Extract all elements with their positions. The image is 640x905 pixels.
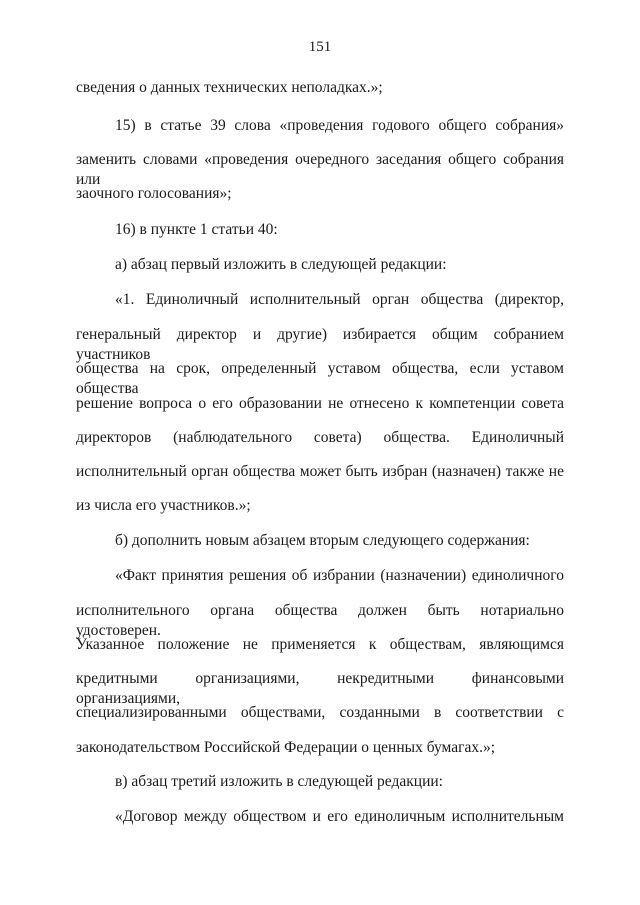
text-line: сведения о данных технических неполадках.»;: [76, 79, 383, 96]
text-line: специализированными обществами, созданными в соответствии с: [76, 704, 564, 721]
text-line: «Факт принятия решения об избрании (назначении) единоличного: [115, 567, 564, 584]
text-line: заочного голосования»;: [76, 185, 232, 202]
page-number: 151: [308, 39, 332, 55]
text-line: в) абзац третий изложить в следующей редакции:: [115, 773, 443, 790]
text-line: исполнительного органа общества должен быть нотариально удостоверен.: [76, 602, 564, 639]
text-line: исполнительный орган общества может быть избран (назначен) также не: [76, 463, 564, 480]
text-line: 16) в пункте 1 статьи 40:: [115, 221, 278, 238]
text-line: директоров (наблюдательного совета) общества. Единоличный: [76, 429, 564, 446]
text-line: Указанное положение не применяется к обществам, являющимся: [76, 636, 564, 653]
text-line: решение вопроса о его образовании не отнесено к компетенции совета: [76, 395, 564, 412]
text-line: законодательством Российской Федерации о ценных бумагах.»;: [76, 739, 496, 756]
text-line: «Договор между обществом и его единоличным исполнительным: [115, 808, 564, 825]
text-line: генеральный директор и другие) избирается общим собранием участников: [76, 326, 564, 363]
text-line: заменить словами «проведения очередного заседания общего собрания или: [76, 151, 564, 188]
text-line: общества на срок, определенный уставом общества, если уставом общества: [76, 360, 564, 397]
text-line: а) абзац первый изложить в следующей редакции:: [115, 256, 447, 273]
text-line: б) дополнить новым абзацем вторым следующего содержания:: [115, 532, 530, 549]
text-line: «1. Единоличный исполнительный орган общества (директор,: [115, 291, 564, 308]
text-line: 15) в статье 39 слова «проведения годового общего собрания»: [115, 117, 564, 134]
text-line: из числа его участников.»;: [76, 497, 251, 514]
text-line: кредитными организациями, некредитными финансовыми организациями,: [76, 670, 564, 707]
